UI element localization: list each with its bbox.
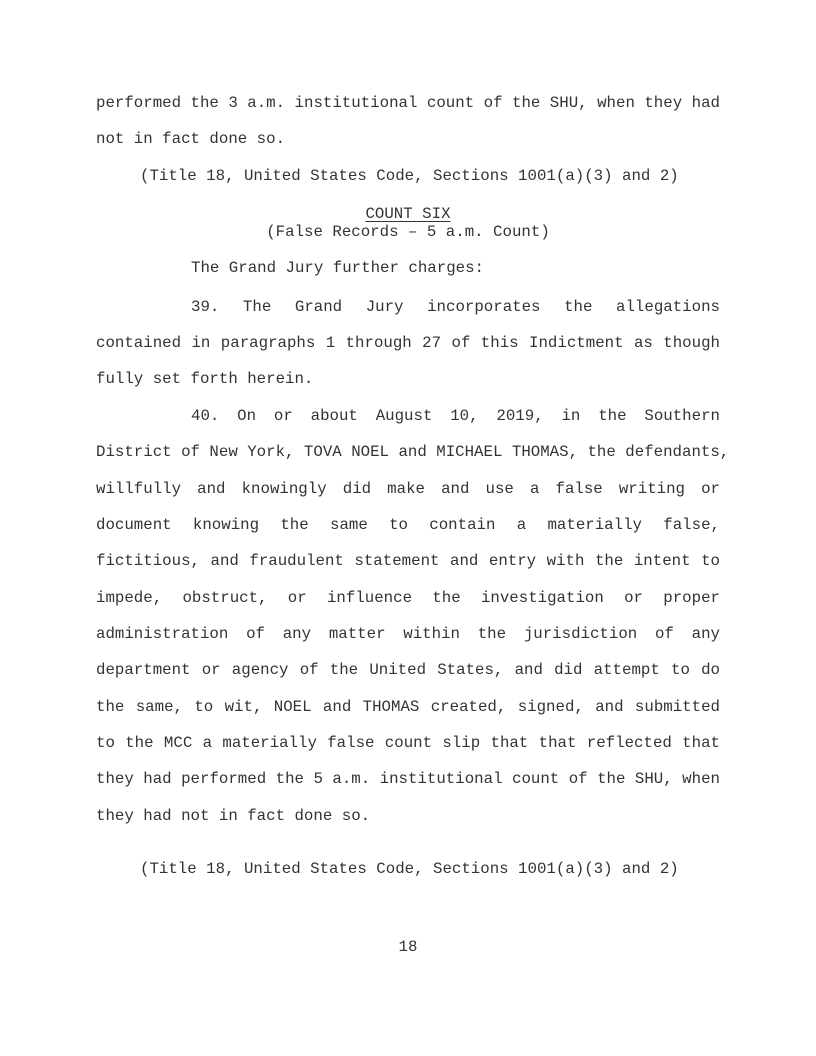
document-line: (Title 18, United States Code, Sections 1001(a)(3) and 2) bbox=[140, 166, 679, 185]
document-line: COUNT SIX bbox=[365, 205, 451, 224]
document-line: 40. On or about August 10, 2019, in the Southern bbox=[191, 406, 720, 425]
document-line: (False Records – 5 a.m. Count) bbox=[266, 223, 550, 242]
document-line: fictitious, and fraudulent statement and entry with the intent to bbox=[96, 552, 720, 571]
document-line: administration of any matter within the jurisdiction of any bbox=[96, 624, 720, 643]
document-line: The Grand Jury further charges: bbox=[191, 259, 484, 278]
document-line: to the MCC a materially false count slip that that reflected that bbox=[96, 733, 720, 752]
document-line: (Title 18, United States Code, Sections 1001(a)(3) and 2) bbox=[140, 859, 679, 878]
document-line: they had not in fact done so. bbox=[96, 806, 371, 825]
document-line: fully set forth herein. bbox=[96, 370, 314, 389]
document-line: document knowing the same to contain a materially false, bbox=[96, 515, 720, 534]
document-line: 39. The Grand Jury incorporates the allegations bbox=[191, 297, 720, 316]
document-line: impede, obstruct, or influence the investigation or proper bbox=[96, 588, 720, 607]
page-number: 18 bbox=[398, 938, 418, 956]
document-line: the same, to wit, NOEL and THOMAS created, signed, and submitted bbox=[96, 697, 720, 716]
document-line: not in fact done so. bbox=[96, 130, 286, 149]
document-line: department or agency of the United States, and did attempt to do bbox=[96, 661, 720, 680]
document-line: District of New York, TOVA NOEL and MICHAEL THOMAS, the defendants, bbox=[96, 443, 730, 462]
document-line: contained in paragraphs 1 through 27 of this Indictment as though bbox=[96, 334, 720, 353]
document-line: willfully and knowingly did make and use a false writing or bbox=[96, 479, 720, 498]
document-line: performed the 3 a.m. institutional count of the SHU, when they had bbox=[96, 94, 720, 112]
document-body bbox=[96, 85, 730, 887]
document-line: they had performed the 5 a.m. institutional count of the SHU, when bbox=[96, 770, 720, 789]
